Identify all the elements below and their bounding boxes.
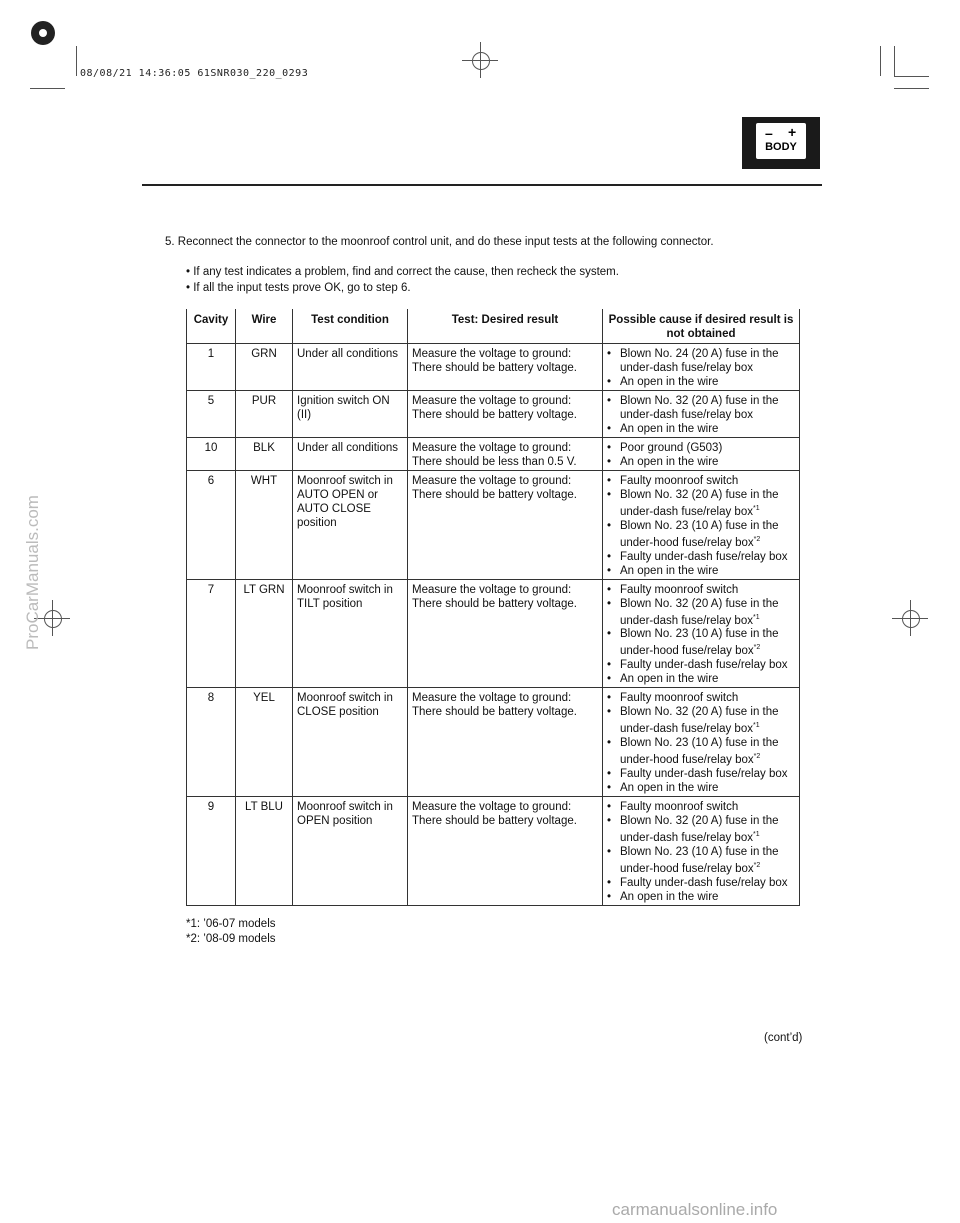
footnote-ref: *1 <box>752 505 760 512</box>
cell-possible-cause <box>603 344 800 391</box>
step-bullet: • If all the input tests prove OK, go to step 6. <box>186 282 411 294</box>
cause-item <box>607 422 795 436</box>
bullet-glyph: • <box>607 475 612 487</box>
cause-text: Faulty moonroof switch <box>620 475 739 487</box>
bullet-glyph: • <box>607 814 612 827</box>
bullet-glyph: • <box>607 800 612 813</box>
cell-test-condition: Moonroof switch in CLOSE position <box>293 688 408 797</box>
bullet-glyph: • <box>607 692 612 705</box>
bullet-glyph: • <box>607 442 612 454</box>
cause-text: Blown No. 32 (20 A) fuse in the under-dash fuse/relay box <box>620 706 779 736</box>
cell-test-condition: Under all conditions <box>293 438 408 471</box>
cause-item <box>607 488 795 519</box>
cause-text: An open in the wire <box>620 423 719 435</box>
table-body <box>187 344 800 906</box>
header-wire: Wire <box>236 309 293 344</box>
bullet-glyph: • <box>607 890 612 903</box>
cause-text: Blown No. 32 (20 A) fuse in the under-dash fuse/relay box <box>620 814 779 844</box>
cause-text: Blown No. 23 (10 A) fuse in the under-hood fuse/relay box <box>620 737 779 766</box>
bullet-glyph: • <box>607 456 612 468</box>
cause-list <box>607 691 795 795</box>
cause-text: Faulty under-dash fuse/relay box <box>620 550 788 563</box>
cell-possible-cause <box>603 579 800 688</box>
cause-item <box>607 564 795 578</box>
cause-text: An open in the wire <box>620 890 719 903</box>
cause-item <box>607 845 795 876</box>
bullet-glyph: • <box>607 845 612 858</box>
cause-list <box>607 800 795 904</box>
footnotes <box>186 917 276 947</box>
cause-item <box>607 394 795 422</box>
cause-list <box>607 394 795 436</box>
cell-test-condition: Moonroof switch in TILT position <box>293 579 408 688</box>
cause-text: Blown No. 32 (20 A) fuse in the under-dash fuse/relay box <box>620 395 779 421</box>
cell-desired-result: Measure the voltage to ground: There should be battery voltage. <box>408 391 603 438</box>
bullet-glyph: • <box>607 519 612 532</box>
footnote-ref: *1 <box>752 613 760 621</box>
registration-target-top-left-inner <box>39 29 47 37</box>
registration-crosshair-top <box>472 52 490 70</box>
cause-list <box>607 347 795 389</box>
cell-test-condition: Ignition switch ON (II) <box>293 391 408 438</box>
cell-test-condition: Moonroof switch in AUTO OPEN or AUTO CLOSE position <box>293 471 408 580</box>
footnote-ref: *2 <box>753 861 761 869</box>
step-bullet: • If any test indicates a problem, find and correct the cause, then recheck the system. <box>186 266 619 278</box>
cause-item <box>607 691 795 705</box>
cell-wire: YEL <box>236 688 293 797</box>
battery-icon <box>756 123 806 159</box>
table-row <box>187 579 800 688</box>
cause-text: An open in the wire <box>620 456 719 468</box>
cause-text: An open in the wire <box>620 376 719 388</box>
cell-possible-cause <box>603 471 800 580</box>
crop-mark <box>894 46 895 76</box>
body-section-badge <box>742 117 820 169</box>
cell-test-condition: Under all conditions <box>293 344 408 391</box>
cause-text: Faulty moonroof switch <box>620 692 739 705</box>
cause-item <box>607 474 795 488</box>
header-desired-result: Test: Desired result <box>408 309 603 344</box>
cell-wire: LT BLU <box>236 796 293 905</box>
bullet-glyph: • <box>607 583 612 596</box>
cause-item <box>607 876 795 890</box>
cause-item <box>607 583 795 597</box>
badge-label: BODY <box>765 141 797 153</box>
cause-text: Blown No. 24 (20 A) fuse in the under-dash fuse/relay box <box>620 348 779 374</box>
cell-wire: LT GRN <box>236 579 293 688</box>
continued-label: (cont’d) <box>764 1032 803 1044</box>
cell-wire: GRN <box>236 344 293 391</box>
cause-text: Poor ground (G503) <box>620 442 723 454</box>
registration-crosshair-left <box>44 610 62 628</box>
cause-text: Faulty under-dash fuse/relay box <box>620 876 788 889</box>
bullet-glyph: • <box>607 489 612 501</box>
cause-text: Blown No. 23 (10 A) fuse in the under-hood fuse/relay box <box>620 519 779 549</box>
cause-item <box>607 347 795 375</box>
cause-item <box>607 597 795 628</box>
crop-mark <box>894 76 929 77</box>
footnote-ref: *1 <box>752 830 760 838</box>
watermark-bottom: carmanualsonline.info <box>612 1200 778 1219</box>
bullet-glyph: • <box>607 659 612 672</box>
cell-desired-result: Measure the voltage to ground: There should be battery voltage. <box>408 579 603 688</box>
cell-test-condition: Moonroof switch in OPEN position <box>293 796 408 905</box>
footnote-ref: *2 <box>753 535 761 543</box>
bullet-glyph: • <box>607 767 612 780</box>
bullet-glyph: • <box>607 395 612 407</box>
footnote-2: *2: ’08-09 models <box>186 933 276 945</box>
bullet-glyph: • <box>607 673 612 686</box>
cause-list <box>607 583 795 687</box>
table-header-row <box>187 309 800 344</box>
cell-desired-result: Measure the voltage to ground: There should be battery voltage. <box>408 344 603 391</box>
print-timestamp: 08/08/21 14:36:05 61SNR030_220_0293 <box>80 68 309 79</box>
cause-item <box>607 781 795 795</box>
cell-possible-cause <box>603 688 800 797</box>
cause-item <box>607 375 795 389</box>
input-test-table <box>186 309 800 906</box>
cause-item <box>607 767 795 781</box>
cause-item <box>607 519 795 550</box>
crop-mark <box>76 46 77 76</box>
header-rule <box>142 184 822 186</box>
cell-cavity: 6 <box>187 471 236 580</box>
registration-crosshair-right <box>902 610 920 628</box>
bullet-glyph: • <box>607 423 612 435</box>
bullet-glyph: • <box>607 628 612 641</box>
cell-cavity: 7 <box>187 579 236 688</box>
bullet-glyph: • <box>607 597 612 610</box>
cause-item <box>607 550 795 564</box>
table-row <box>187 438 800 471</box>
cause-item <box>607 455 795 469</box>
crop-mark <box>30 88 65 89</box>
cell-desired-result: Measure the voltage to ground: There should be battery voltage. <box>408 688 603 797</box>
cause-item <box>607 705 795 736</box>
table-row <box>187 471 800 580</box>
bullet-glyph: • <box>607 550 612 563</box>
cause-text: Blown No. 23 (10 A) fuse in the under-hood fuse/relay box <box>620 628 779 658</box>
bullet-glyph: • <box>607 348 612 360</box>
cause-list <box>607 441 795 469</box>
bullet-glyph: • <box>607 376 612 388</box>
cell-wire: WHT <box>236 471 293 580</box>
cell-possible-cause <box>603 391 800 438</box>
cell-cavity: 10 <box>187 438 236 471</box>
table-row <box>187 344 800 391</box>
bullet-glyph: • <box>607 737 612 750</box>
header-possible-cause: Possible cause if desired result is not obtained <box>603 309 800 344</box>
cause-item <box>607 672 795 686</box>
cause-item <box>607 658 795 672</box>
battery-plus-symbol: + <box>788 124 797 140</box>
cause-item <box>607 736 795 767</box>
cell-cavity: 1 <box>187 344 236 391</box>
battery-minus-symbol: – <box>765 125 773 141</box>
bullet-glyph: • <box>607 876 612 889</box>
footnote-ref: *1 <box>752 722 760 730</box>
bullet-glyph: • <box>607 564 612 577</box>
header-test-condition: Test condition <box>293 309 408 344</box>
cell-wire: PUR <box>236 391 293 438</box>
crop-mark <box>462 60 498 61</box>
footnote-ref: *2 <box>753 753 761 761</box>
cause-text: Faulty moonroof switch <box>620 583 739 596</box>
cell-possible-cause <box>603 796 800 905</box>
cause-text: An open in the wire <box>620 781 719 794</box>
cell-desired-result: Measure the voltage to ground: There should be less than 0.5 V. <box>408 438 603 471</box>
step-instruction: 5. Reconnect the connector to the moonroof control unit, and do these input tests at the following connector. <box>165 236 714 248</box>
cause-list <box>607 474 795 578</box>
cause-item <box>607 800 795 814</box>
bullet-glyph: • <box>607 781 612 794</box>
cell-cavity: 8 <box>187 688 236 797</box>
cell-possible-cause <box>603 438 800 471</box>
cell-desired-result: Measure the voltage to ground: There should be battery voltage. <box>408 471 603 580</box>
footnote-ref: *2 <box>753 644 761 652</box>
cause-text: Blown No. 32 (20 A) fuse in the under-dash fuse/relay box <box>620 489 779 518</box>
cause-text: An open in the wire <box>620 564 719 577</box>
crop-mark <box>892 618 928 619</box>
cause-text: Faulty moonroof switch <box>620 800 739 813</box>
cell-cavity: 9 <box>187 796 236 905</box>
cell-desired-result: Measure the voltage to ground: There should be battery voltage. <box>408 796 603 905</box>
cause-item <box>607 890 795 904</box>
cause-item <box>607 627 795 658</box>
table-row <box>187 796 800 905</box>
cause-text: Faulty under-dash fuse/relay box <box>620 659 788 672</box>
watermark-side: ProCarManuals.com <box>23 495 42 650</box>
table-row <box>187 391 800 438</box>
cause-text: An open in the wire <box>620 673 719 686</box>
table-row <box>187 688 800 797</box>
cause-item <box>607 441 795 455</box>
crop-mark <box>894 88 929 89</box>
cell-wire: BLK <box>236 438 293 471</box>
cause-text: Faulty under-dash fuse/relay box <box>620 767 788 780</box>
bullet-glyph: • <box>607 706 612 719</box>
crop-mark <box>880 46 881 76</box>
cause-item <box>607 814 795 845</box>
cause-text: Blown No. 32 (20 A) fuse in the under-dash fuse/relay box <box>620 597 779 627</box>
cause-text: Blown No. 23 (10 A) fuse in the under-hood fuse/relay box <box>620 845 779 875</box>
cell-cavity: 5 <box>187 391 236 438</box>
footnote-1: *1: ’06-07 models <box>186 918 276 930</box>
header-cavity: Cavity <box>187 309 236 344</box>
